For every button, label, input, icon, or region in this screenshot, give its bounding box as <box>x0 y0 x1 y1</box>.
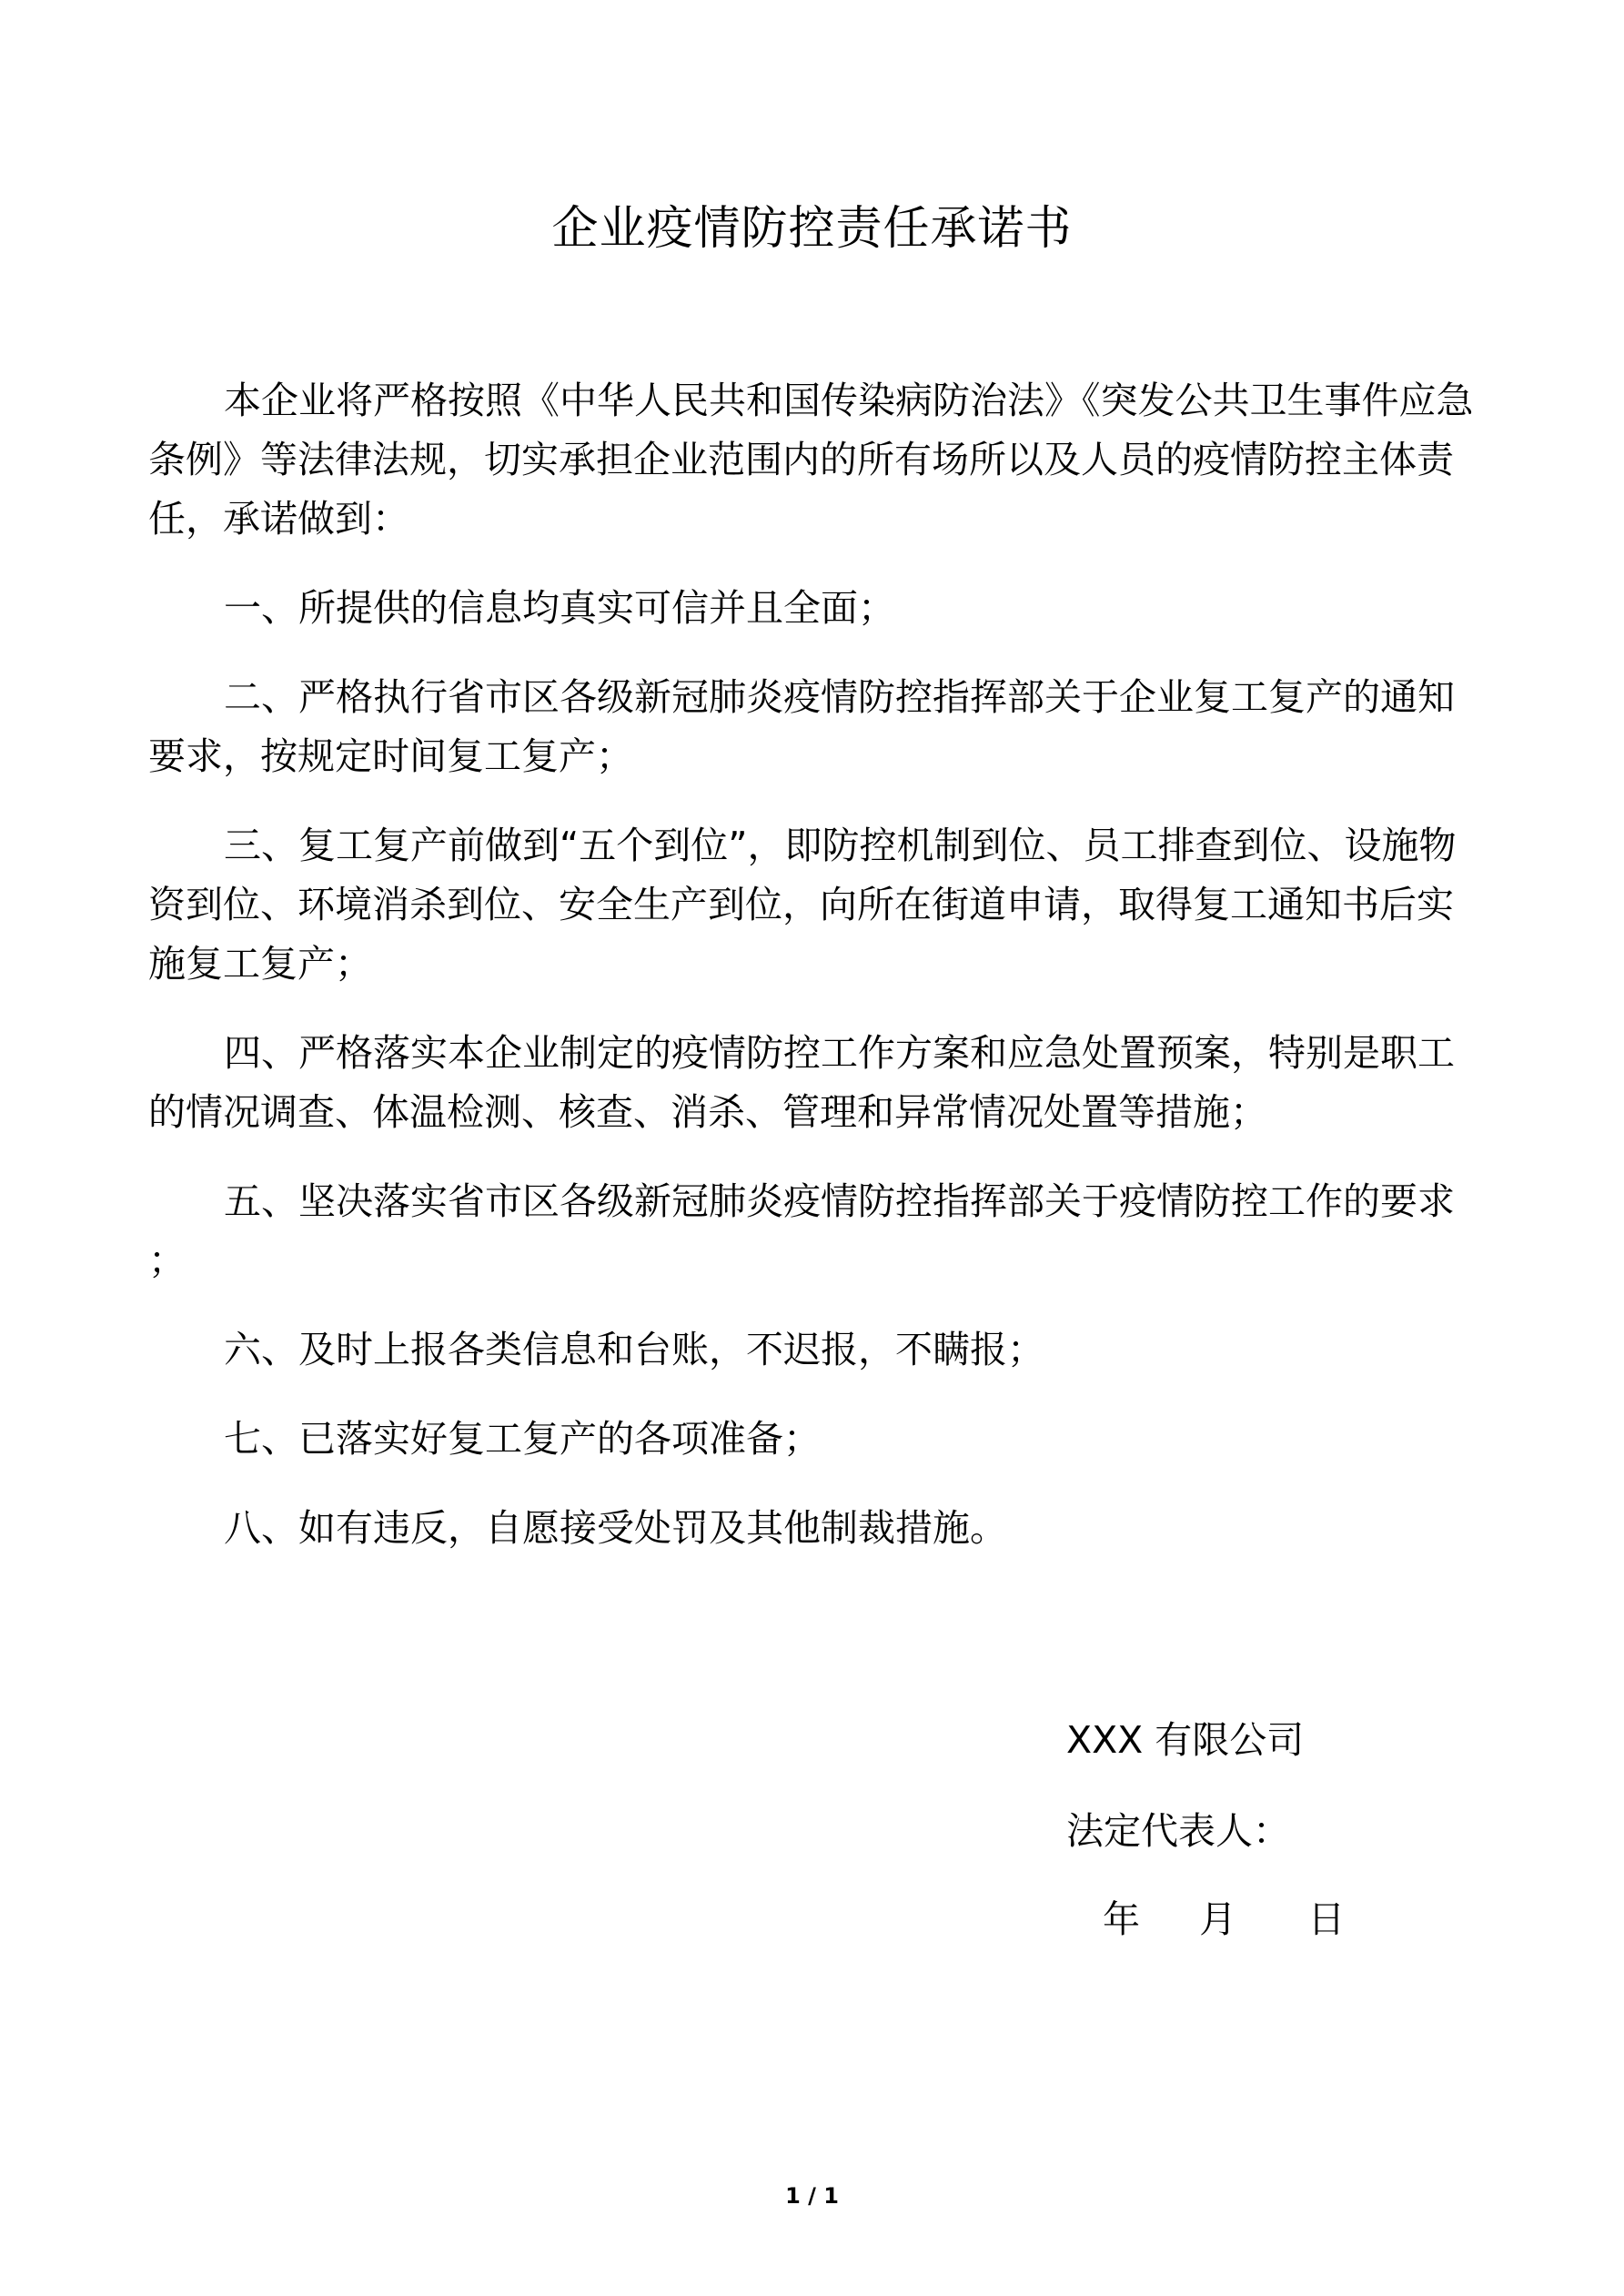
company-name: XXX 有限公司 <box>1066 1718 1305 1762</box>
signature-date: 年 月 日 <box>1103 1897 1346 1941</box>
document-title: 企业疫情防控责任承诺书 <box>551 202 1073 256</box>
commitment-item-4: 四、严格落实本企业制定的疫情防控工作方案和应急处置预案，特别是职工的情况调查、体温检测、核查、消杀、管理和异常情况处置等措施； <box>148 1031 1455 1134</box>
commitment-item-1: 一、所提供的信息均真实可信并且全面； <box>224 586 895 630</box>
legal-representative-label: 法定代表人： <box>1066 1809 1290 1853</box>
intro-paragraph: 本企业将严格按照《中华人民共和国传染病防治法》《突发公共卫生事件应急条例》等法律法规，切实承担企业范围内的所有场所以及人员的疫情防控主体责任，承诺做到： <box>148 379 1474 541</box>
commitment-item-2: 二、严格执行省市区各级新冠肺炎疫情防控指挥部关于企业复工复产的通知要求，按规定时间复工复产； <box>148 675 1455 778</box>
page-number: 1 / 1 <box>785 2183 839 2209</box>
commitment-item-8: 八、如有违反，自愿接受处罚及其他制裁措施。 <box>224 1506 1007 1550</box>
document-body <box>148 371 1478 1558</box>
commitment-item-6: 六、及时上报各类信息和台账，不迟报，不瞒报； <box>224 1328 1044 1371</box>
commitment-item-7: 七、已落实好复工复产的各项准备； <box>224 1417 821 1461</box>
commitment-item-3: 三、复工复产前做到“五个到位”，即防控机制到位、员工排查到位、设施物资到位、环境消杀到位、安全生产到位，向所在街道申请，取得复工通知书后实施复工复产； <box>148 824 1457 986</box>
commitment-item-5: 五、坚决落实省市区各级新冠肺炎疫情防控指挥部关于疫情防控工作的要求； <box>148 1179 1455 1282</box>
